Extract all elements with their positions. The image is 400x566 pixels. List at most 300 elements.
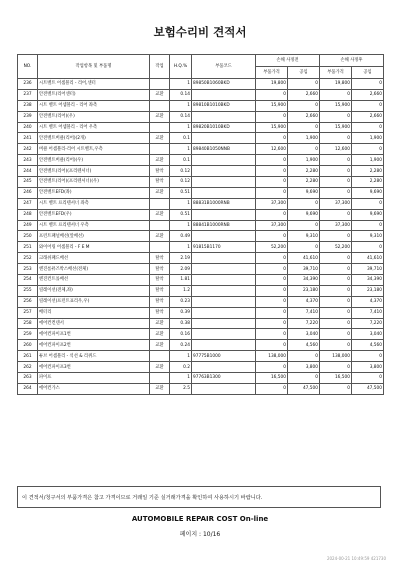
row-after-labor: 0	[352, 144, 384, 155]
row-after-labor: 9,310	[352, 231, 384, 242]
table-row	[18, 220, 384, 231]
row-before-labor: 3,040	[288, 329, 320, 340]
row-hq: 0.24	[170, 340, 192, 351]
table-row	[18, 198, 384, 209]
row-item-name: 에어컨가스	[38, 383, 150, 394]
row-before-parts: 0	[256, 253, 288, 264]
row-no: 238	[18, 100, 38, 111]
row-no: 263	[18, 373, 38, 384]
row-hq: 1	[170, 242, 192, 253]
row-before-parts: 0	[256, 231, 288, 242]
row-item-name: 에어컨파이프2번	[38, 340, 150, 351]
row-after-labor: 9,690	[352, 187, 384, 198]
table-row	[18, 133, 384, 144]
row-after-parts: 15,900	[320, 100, 352, 111]
row-before-parts: 0	[256, 340, 288, 351]
row-hq: 0.23	[170, 296, 192, 307]
table-row	[18, 209, 384, 220]
row-before-labor: 3,800	[288, 362, 320, 373]
row-before-parts: 0	[256, 307, 288, 318]
row-after-parts: 0	[320, 133, 352, 144]
row-part-code	[192, 133, 256, 144]
row-after-labor: 0	[352, 373, 384, 384]
row-after-parts: 0	[320, 318, 352, 329]
row-before-labor: 0	[288, 220, 320, 231]
table-row	[18, 318, 384, 329]
price-notice: 이 견적서/청구서의 부품가격은 참고 가격이므로 거래일 기준 실거래가격을 확인하여 사용하시기 바랍니다.	[17, 486, 381, 508]
row-no: 241	[18, 133, 38, 144]
row-no: 245	[18, 177, 38, 188]
row-before-parts: 37,300	[256, 198, 288, 209]
row-work-type: 탈착	[150, 296, 170, 307]
row-after-parts: 0	[320, 253, 352, 264]
row-work-type: 교환	[150, 383, 170, 394]
row-work-type	[150, 373, 170, 384]
row-after-parts: 0	[320, 285, 352, 296]
row-before-parts: 37,300	[256, 220, 288, 231]
row-before-parts: 0	[256, 383, 288, 394]
row-item-name: 안전벨트EFD(우)	[38, 209, 150, 220]
row-work-type	[150, 100, 170, 111]
row-item-name: 시트 벨트 프리텐셔너 좌측	[38, 198, 150, 209]
row-part-code	[192, 264, 256, 275]
row-work-type: 교환	[150, 89, 170, 100]
row-after-labor: 1,900	[352, 133, 384, 144]
row-item-name: 버클 어셈블리-리어 시트벨트,우측	[38, 144, 150, 155]
row-no: 264	[18, 383, 38, 394]
row-hq: 1	[170, 198, 192, 209]
row-no: 254	[18, 275, 38, 286]
header-after-parts-price: 부품가격	[320, 67, 352, 79]
row-hq: 1	[170, 220, 192, 231]
row-hq: 0.49	[170, 231, 192, 242]
row-before-parts: 0	[256, 285, 288, 296]
row-hq: 0.1	[170, 133, 192, 144]
row-hq: 0.51	[170, 187, 192, 198]
row-after-labor: 4,370	[352, 296, 384, 307]
table-row	[18, 351, 384, 362]
row-item-name: 시트 벨트 어셈블리 - 리어 좌측	[38, 100, 150, 111]
row-after-parts: 0	[320, 209, 352, 220]
header-after-labor: 공임	[352, 67, 384, 79]
row-hq: 0.14	[170, 111, 192, 122]
row-hq: 1.2	[170, 285, 192, 296]
row-hq: 1.81	[170, 275, 192, 286]
row-after-labor: 0	[352, 242, 384, 253]
row-after-labor: 41,610	[352, 253, 384, 264]
row-hq: 1	[170, 122, 192, 133]
estimate-table	[17, 54, 384, 395]
row-work-type	[150, 242, 170, 253]
row-item-name: 에어컨컨덴서	[38, 318, 150, 329]
table-row	[18, 362, 384, 373]
row-item-name: 엔진룸퓨즈박스배선(전체)	[38, 264, 150, 275]
row-item-name: 시트 벨트 어셈블리 - 리어 우측	[38, 122, 150, 133]
row-after-parts: 19,800	[320, 79, 352, 90]
row-work-type: 교환	[150, 362, 170, 373]
row-work-type: 교환	[150, 111, 170, 122]
row-part-code	[192, 383, 256, 394]
row-part-code	[192, 307, 256, 318]
table-row	[18, 264, 384, 275]
estimate-rows	[18, 79, 384, 395]
row-before-parts: 0	[256, 111, 288, 122]
row-hq: 0.14	[170, 89, 192, 100]
row-no: 236	[18, 79, 38, 90]
row-before-labor: 4,370	[288, 296, 320, 307]
table-row	[18, 275, 384, 286]
row-work-type: 교환	[150, 340, 170, 351]
row-no: 237	[18, 89, 38, 100]
header-work: 작업	[150, 55, 170, 79]
table-row	[18, 187, 384, 198]
row-no: 243	[18, 155, 38, 166]
row-before-labor: 2,280	[288, 166, 320, 177]
row-after-parts: 138,000	[320, 351, 352, 362]
row-item-name: 에어컨파이프3번	[38, 362, 150, 373]
row-part-code: 88841B1000RNB	[192, 220, 256, 231]
table-row	[18, 177, 384, 188]
table-row	[18, 166, 384, 177]
row-before-labor: 7,220	[288, 318, 320, 329]
row-work-type	[150, 198, 170, 209]
row-item-name: 튜브 어셈블리 - 석션 & 리퀴드	[38, 351, 150, 362]
row-work-type: 교환	[150, 209, 170, 220]
row-after-parts: 12,600	[320, 144, 352, 155]
row-after-parts: 0	[320, 166, 352, 177]
row-work-type: 교환	[150, 329, 170, 340]
row-hq: 0.1	[170, 155, 192, 166]
row-before-labor: 0	[288, 242, 320, 253]
row-before-parts: 0	[256, 166, 288, 177]
row-work-type	[150, 220, 170, 231]
row-no: 246	[18, 187, 38, 198]
row-no: 240	[18, 122, 38, 133]
row-part-code	[192, 362, 256, 373]
table-row	[18, 122, 384, 133]
row-after-labor: 2,280	[352, 177, 384, 188]
row-no: 248	[18, 209, 38, 220]
row-before-parts: 15,900	[256, 100, 288, 111]
table-row	[18, 79, 384, 90]
row-after-parts: 0	[320, 187, 352, 198]
row-after-labor: 34,390	[352, 275, 384, 286]
row-item-name: 시트벨트 어셈블리 - 리어,센터	[38, 79, 150, 90]
row-before-parts: 0	[256, 177, 288, 188]
row-after-parts: 0	[320, 275, 352, 286]
row-item-name: 프런트패널배선(앞배선)	[38, 231, 150, 242]
row-after-labor: 1,900	[352, 155, 384, 166]
row-after-labor: 2,280	[352, 166, 384, 177]
table-row	[18, 296, 384, 307]
footer-title: AUTOMOBILE REPAIR COST On-line	[131, 515, 269, 523]
row-work-type: 교환	[150, 318, 170, 329]
header-part-code: 부품코드	[192, 55, 256, 79]
row-before-parts: 0	[256, 89, 288, 100]
row-hq: 2.19	[170, 253, 192, 264]
table-row	[18, 383, 384, 394]
table-row	[18, 242, 384, 253]
row-part-code: 88831B1000RNB	[192, 198, 256, 209]
row-after-labor: 0	[352, 351, 384, 362]
row-item-name: 크래쉬패드배선	[38, 253, 150, 264]
row-part-code	[192, 285, 256, 296]
header-item-name: 작업항목 및 부품명	[38, 55, 150, 79]
row-item-name: 안전벨트버클(리어)(우)	[38, 155, 150, 166]
row-after-labor: 4,560	[352, 340, 384, 351]
row-before-parts: 0	[256, 362, 288, 373]
row-part-code	[192, 275, 256, 286]
row-before-labor: 9,690	[288, 209, 320, 220]
row-after-parts: 0	[320, 329, 352, 340]
row-before-labor: 41,610	[288, 253, 320, 264]
row-hq: 0.38	[170, 318, 192, 329]
row-after-labor: 0	[352, 100, 384, 111]
row-no: 262	[18, 362, 38, 373]
row-item-name: 안전벨트버클(리어)(2개)	[38, 133, 150, 144]
row-item-name: 안전벨트(리어)(우)	[38, 111, 150, 122]
row-item-name: 시트 벨트 프리텐셔너 우측	[38, 220, 150, 231]
row-before-labor: 0	[288, 122, 320, 133]
row-no: 252	[18, 253, 38, 264]
row-after-parts: 0	[320, 231, 352, 242]
row-after-labor: 47,500	[352, 383, 384, 394]
table-row	[18, 231, 384, 242]
table-row	[18, 155, 384, 166]
row-part-code: 97763B1300	[192, 373, 256, 384]
row-before-parts: 12,600	[256, 144, 288, 155]
row-work-type: 교환	[150, 231, 170, 242]
row-hq: 0.16	[170, 329, 192, 340]
row-no: 247	[18, 198, 38, 209]
row-item-name: 엔진컨트롤배선	[38, 275, 150, 286]
row-hq: 0.12	[170, 177, 192, 188]
row-no: 255	[18, 285, 38, 296]
header-before-parts-price: 부품가격	[256, 67, 288, 79]
row-item-name: 안전벨트(리어)(프리텐셔너)(우)	[38, 177, 150, 188]
row-after-labor: 23,180	[352, 285, 384, 296]
table-row	[18, 111, 384, 122]
row-hq: 1	[170, 351, 192, 362]
header-after-adjustment: 손해 사정후	[320, 55, 384, 67]
table-row	[18, 89, 384, 100]
row-no: 250	[18, 231, 38, 242]
row-after-parts: 16,500	[320, 373, 352, 384]
row-part-code	[192, 296, 256, 307]
row-after-parts: 0	[320, 362, 352, 373]
row-work-type: 탈착	[150, 264, 170, 275]
row-before-labor: 9,310	[288, 231, 320, 242]
row-item-name: 파이프	[38, 373, 150, 384]
row-part-code	[192, 231, 256, 242]
row-after-labor: 3,040	[352, 329, 384, 340]
row-before-parts: 0	[256, 318, 288, 329]
row-part-code: 91815B1170	[192, 242, 256, 253]
table-row	[18, 144, 384, 155]
row-after-parts: 0	[320, 383, 352, 394]
row-part-code: 97775B1000	[192, 351, 256, 362]
row-after-labor: 7,410	[352, 307, 384, 318]
row-item-name: 릴레이선(프런트표리우,우)	[38, 296, 150, 307]
row-before-labor: 0	[288, 198, 320, 209]
row-hq: 0.39	[170, 307, 192, 318]
row-hq: 1	[170, 100, 192, 111]
row-no: 251	[18, 242, 38, 253]
row-after-labor: 0	[352, 122, 384, 133]
row-after-parts: 52,200	[320, 242, 352, 253]
row-after-labor: 3,800	[352, 362, 384, 373]
row-item-name: 와이어링 어셈블리 - F E M	[38, 242, 150, 253]
row-no: 253	[18, 264, 38, 275]
row-work-type: 탈착	[150, 177, 170, 188]
row-work-type: 탈착	[150, 275, 170, 286]
row-before-parts: 19,800	[256, 79, 288, 90]
row-before-labor: 1,900	[288, 155, 320, 166]
row-before-labor: 39,710	[288, 264, 320, 275]
row-part-code	[192, 329, 256, 340]
row-no: 244	[18, 166, 38, 177]
row-work-type: 교환	[150, 187, 170, 198]
table-row	[18, 329, 384, 340]
row-hq: 0.51	[170, 209, 192, 220]
row-item-name: 배터리	[38, 307, 150, 318]
row-before-parts: 15,900	[256, 122, 288, 133]
row-no: 258	[18, 318, 38, 329]
row-no: 261	[18, 351, 38, 362]
row-after-parts: 0	[320, 296, 352, 307]
row-after-parts: 0	[320, 340, 352, 351]
row-item-name: 안전벨트(리어센터)	[38, 89, 150, 100]
row-before-parts: 0	[256, 133, 288, 144]
row-before-parts: 0	[256, 264, 288, 275]
table-row	[18, 340, 384, 351]
row-before-labor: 0	[288, 373, 320, 384]
row-after-parts: 0	[320, 89, 352, 100]
print-timestamp: 2024-00-21 10:49:59 421730	[326, 556, 386, 561]
row-after-labor: 7,220	[352, 318, 384, 329]
row-before-labor: 0	[288, 351, 320, 362]
row-part-code	[192, 253, 256, 264]
row-work-type	[150, 351, 170, 362]
row-before-parts: 0	[256, 187, 288, 198]
row-after-labor: 0	[352, 220, 384, 231]
row-work-type: 탈착	[150, 285, 170, 296]
row-hq: 2.09	[170, 264, 192, 275]
row-no: 260	[18, 340, 38, 351]
row-part-code: 89840B1050NNB	[192, 144, 256, 155]
row-after-labor: 0	[352, 198, 384, 209]
row-before-parts: 0	[256, 209, 288, 220]
row-part-code	[192, 340, 256, 351]
table-row	[18, 373, 384, 384]
row-part-code	[192, 89, 256, 100]
document-title: 보험수리비 견적서	[153, 25, 247, 39]
table-row	[18, 285, 384, 296]
row-part-code	[192, 318, 256, 329]
row-after-labor: 0	[352, 79, 384, 90]
row-no: 256	[18, 296, 38, 307]
row-work-type: 교환	[150, 133, 170, 144]
row-before-parts: 16,500	[256, 373, 288, 384]
row-hq: 1	[170, 144, 192, 155]
row-hq: 1	[170, 373, 192, 384]
row-before-labor: 7,410	[288, 307, 320, 318]
row-work-type: 탈착	[150, 253, 170, 264]
header-hq: H.Q.%	[170, 55, 192, 79]
row-part-code	[192, 155, 256, 166]
row-work-type: 탈착	[150, 166, 170, 177]
row-before-labor: 23,180	[288, 285, 320, 296]
row-after-parts: 0	[320, 155, 352, 166]
row-item-name: 안전벨트EFD(좌)	[38, 187, 150, 198]
row-work-type	[150, 79, 170, 90]
table-row	[18, 307, 384, 318]
row-part-code: 89820B1010BKD	[192, 122, 256, 133]
row-after-parts: 0	[320, 177, 352, 188]
row-item-name: 릴레이선(전체,좌)	[38, 285, 150, 296]
row-before-labor: 4,560	[288, 340, 320, 351]
row-after-parts: 0	[320, 307, 352, 318]
row-part-code	[192, 111, 256, 122]
row-before-labor: 2,280	[288, 177, 320, 188]
row-after-labor: 2,660	[352, 89, 384, 100]
row-after-parts: 37,300	[320, 220, 352, 231]
row-before-labor: 47,500	[288, 383, 320, 394]
row-after-parts: 37,300	[320, 198, 352, 209]
row-work-type	[150, 122, 170, 133]
row-after-labor: 9,690	[352, 209, 384, 220]
row-item-name: 에어컨파이프1번	[38, 329, 150, 340]
row-before-labor: 1,900	[288, 133, 320, 144]
row-before-labor: 2,660	[288, 89, 320, 100]
row-no: 242	[18, 144, 38, 155]
row-after-parts: 15,900	[320, 122, 352, 133]
row-after-labor: 39,710	[352, 264, 384, 275]
row-before-labor: 0	[288, 79, 320, 90]
row-before-parts: 0	[256, 155, 288, 166]
row-part-code	[192, 166, 256, 177]
table-row	[18, 100, 384, 111]
row-before-labor: 0	[288, 144, 320, 155]
row-before-parts: 0	[256, 329, 288, 340]
row-part-code	[192, 209, 256, 220]
row-hq: 0.2	[170, 362, 192, 373]
row-before-labor: 9,690	[288, 187, 320, 198]
row-part-code	[192, 177, 256, 188]
row-work-type	[150, 144, 170, 155]
row-item-name: 안전벨트(리어)(프리텐셔너)	[38, 166, 150, 177]
row-no: 249	[18, 220, 38, 231]
page-number: 페이지 : 10/16	[179, 531, 221, 538]
row-no: 257	[18, 307, 38, 318]
row-before-parts: 0	[256, 296, 288, 307]
row-before-labor: 34,390	[288, 275, 320, 286]
header-before-labor: 공임	[288, 67, 320, 79]
row-part-code: 89850B1060BKD	[192, 79, 256, 90]
row-before-parts: 0	[256, 275, 288, 286]
row-after-parts: 0	[320, 111, 352, 122]
row-hq: 0.12	[170, 166, 192, 177]
row-hq: 1	[170, 79, 192, 90]
row-part-code	[192, 187, 256, 198]
table-row	[18, 253, 384, 264]
row-part-code: 89810B1010BKD	[192, 100, 256, 111]
row-work-type: 탈착	[150, 307, 170, 318]
header-no: NO.	[18, 55, 38, 79]
row-after-labor: 2,660	[352, 111, 384, 122]
row-before-parts: 138,000	[256, 351, 288, 362]
row-before-labor: 2,660	[288, 111, 320, 122]
